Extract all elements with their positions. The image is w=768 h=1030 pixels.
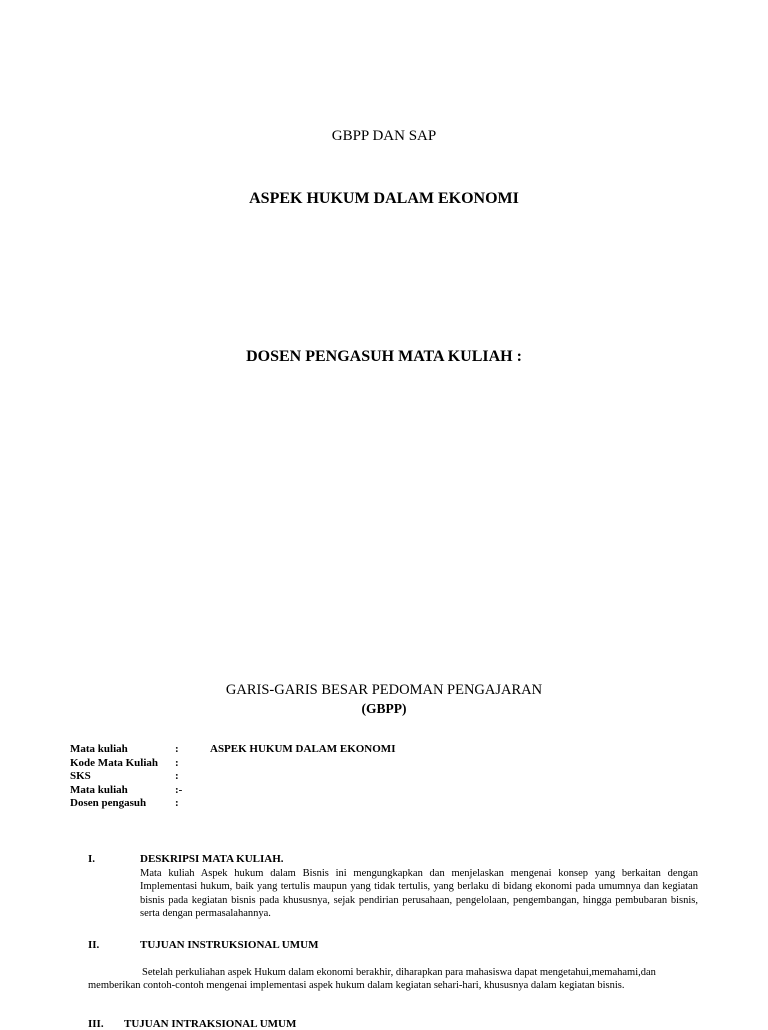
course-title: ASPEK HUKUM DALAM EKONOMI <box>249 190 519 207</box>
course-info-table <box>70 743 395 811</box>
section-title: DESKRIPSI MATA KULIAH. <box>140 853 284 865</box>
info-separator: : <box>175 797 179 809</box>
info-separator: : <box>175 743 179 755</box>
info-label: Kode Mata Kuliah <box>70 756 159 769</box>
section-number: I. <box>88 853 96 865</box>
info-separator: :- <box>175 783 183 796</box>
section-title: TUJUAN INTRAKSIONAL UMUM <box>124 1018 297 1030</box>
gbpp-heading: GARIS-GARIS BESAR PEDOMAN PENGAJARAN <box>225 682 543 698</box>
section-number: III. <box>88 1018 104 1030</box>
info-label: SKS <box>70 770 91 782</box>
info-value: ASPEK HUKUM DALAM EKONOMI <box>210 743 396 755</box>
info-row <box>70 757 395 771</box>
gbpp-abbreviation: (GBPP) <box>361 701 407 716</box>
info-label: Mata kuliah <box>70 743 128 755</box>
info-separator: : <box>175 756 179 769</box>
section-title: TUJUAN INSTRUKSIONAL UMUM <box>140 939 319 951</box>
info-label: Dosen pengasuh <box>70 797 147 809</box>
info-separator: : <box>175 770 179 782</box>
info-row <box>70 743 395 757</box>
info-label: Mata kuliah <box>70 783 128 796</box>
section-paragraph: Setelah perkuliahan aspek Hukum dalam ekonomi berakhir, diharapkan para mahasiswa dapat mengetahui,memahami,dan memberikan contoh-contoh mengenai implementasi aspek hukum dalam kegiatan sehari-hari, khususnya dalam kegiatan bisnis. <box>88 967 656 992</box>
info-row <box>70 770 395 784</box>
info-row <box>70 784 395 798</box>
document-subtitle: GBPP DAN SAP <box>331 128 437 144</box>
section-number: II. <box>88 939 100 951</box>
section-paragraph-wrapper <box>88 966 678 993</box>
section-paragraph: Mata kuliah Aspek hukum dalam Bisnis ini mengungkapkan dan menjelaskan mengenai konsep yang berkaitan dengan Implementasi hukum, baik yang tertulis maupun yang tidak tertulis, yang berlaku di bidang ekonomi pada umumnya dan kegiatan bisnis pada kegiatan bisnis pada khususnya, sejak pendirian perusahaan, pengelolaan, pengembangan, hingga pembubaran bisnis, serta dengan permasalahannya. <box>140 868 698 920</box>
lecturer-heading: DOSEN PENGASUH MATA KULIAH : <box>246 348 522 365</box>
info-row <box>70 797 395 811</box>
